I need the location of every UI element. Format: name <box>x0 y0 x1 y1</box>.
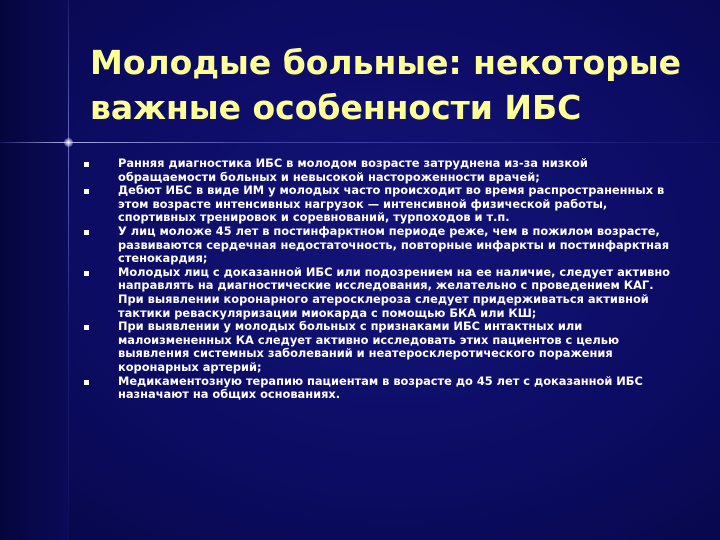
square-bullet-icon <box>84 271 89 276</box>
square-bullet-icon <box>84 325 89 330</box>
square-bullet-icon <box>84 230 89 235</box>
bullet-item <box>84 225 674 266</box>
bullet-item <box>84 320 674 374</box>
sparkle-icon <box>64 138 73 147</box>
bullet-text: Медикаментозную терапию пациентам в возрасте до 45 лет с доказанной ИБС назначают на общих основаниях. <box>118 373 643 402</box>
square-bullet-icon <box>84 162 89 167</box>
bullet-text: При выявлении у молодых больных с признаками ИБС интактных или малоизмененных КА следует активно исследовать этих пациентов с целью выявления системных заболеваний и неатеросклеротического поражения коронарных артерий; <box>118 319 620 374</box>
vertical-decor-line <box>68 0 69 540</box>
square-bullet-icon <box>84 189 89 194</box>
bullet-item <box>84 375 674 402</box>
bullet-list <box>84 157 674 402</box>
horizontal-decor-line <box>0 142 720 143</box>
bullet-text: Ранняя диагностика ИБС в молодом возрасте затруднена из-за низкой обращаемости больных и невысокой настороженности врачей; <box>118 156 588 184</box>
bullet-text: Молодых лиц с доказанной ИБС или подозрением на ее наличие, следует активно направлять на диагностические исследования, желательно с проведением КАГ. При выявлении коронарного атеросклероза следует придерживаться активной тактики реваскуляризации миокарда с помощью БКА или КШ; <box>118 264 671 320</box>
slide-title <box>90 40 700 130</box>
bullet-text: У лиц моложе 45 лет в постинфарктном периоде реже, чем в пожилом возрасте, развиваются сердечная недостаточность, повторные инфаркты и постинфарктная стенокардия; <box>118 223 670 266</box>
title-line-2: важные особенности ИБС <box>90 88 582 127</box>
left-decor-band <box>0 0 68 540</box>
title-line-1: Молодые больные: некоторые <box>90 43 682 82</box>
square-bullet-icon <box>84 380 89 385</box>
bullet-item <box>84 157 674 184</box>
bullet-text: Дебют ИБС в виде ИМ у молодых часто происходит во время распространенных в этом возрасте интенсивных нагрузок — интенсивной физической работы, спортивных тренировок и соревнований, турпоходов и т.п. <box>118 183 665 225</box>
bullet-item <box>84 266 674 320</box>
bullet-item <box>84 184 674 225</box>
